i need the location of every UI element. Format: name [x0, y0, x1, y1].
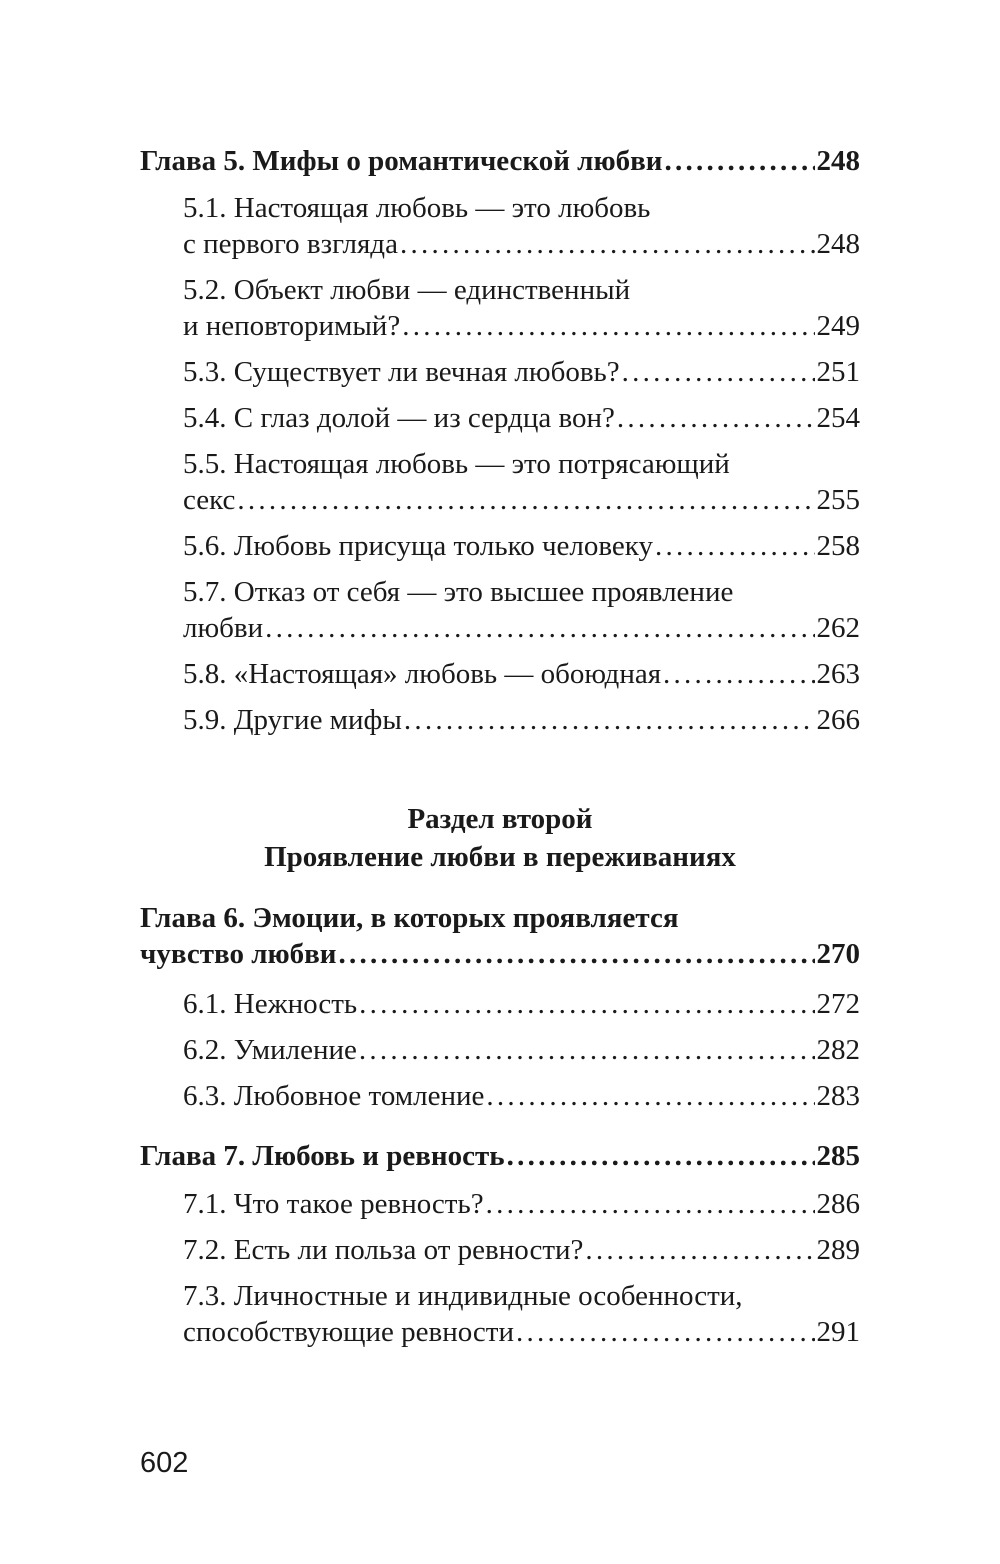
leader-dots	[265, 610, 814, 646]
toc-entry	[140, 1278, 860, 1350]
entry-title: 5.9. Другие мифы	[183, 704, 402, 736]
leader-dots	[339, 936, 815, 972]
entry-title-line: 5.2. Объект любви — единственный	[183, 274, 631, 306]
toc-entry	[140, 702, 860, 738]
toc-entry	[140, 272, 860, 344]
page-number: 254	[816, 402, 860, 434]
leader-dots	[507, 1138, 815, 1174]
page-number: 272	[816, 988, 860, 1020]
section-heading	[140, 800, 860, 876]
page-number: 291	[816, 1316, 860, 1348]
toc-entry	[140, 1186, 860, 1222]
leader-dots	[486, 1078, 814, 1114]
leader-dots	[585, 1232, 814, 1268]
leader-dots	[404, 702, 815, 738]
entry-title: 5.4. С глаз долой — из сердца вон?	[183, 402, 615, 434]
entry-title: 7.1. Что такое ревность?	[183, 1188, 484, 1220]
entry-title: 5.3. Существует ли вечная любовь?	[183, 356, 620, 388]
toc-entry	[140, 656, 860, 692]
page-number: 263	[816, 658, 860, 690]
page-number: 248	[816, 145, 860, 177]
page-number: 248	[816, 228, 860, 260]
chapter-title: Глава 5. Мифы о романтической любви	[140, 145, 663, 177]
chapter-7-heading	[140, 1138, 860, 1174]
leader-dots	[516, 1314, 815, 1350]
toc-entry	[140, 574, 860, 646]
toc-entry	[140, 1232, 860, 1268]
page-number: 251	[816, 356, 860, 388]
toc-entry	[140, 986, 860, 1022]
entry-title: 6.2. Умиление	[183, 1034, 357, 1066]
leader-dots	[663, 656, 814, 692]
entry-title: с первого взгляда	[183, 228, 398, 260]
leader-dots	[622, 354, 815, 390]
page-number: 266	[816, 704, 860, 736]
leader-dots	[402, 308, 814, 344]
page-number: 255	[816, 484, 860, 516]
page-number: 283	[816, 1080, 860, 1112]
leader-dots	[655, 528, 815, 564]
leader-dots	[486, 1186, 815, 1222]
entry-title: 6.1. Нежность	[183, 988, 358, 1020]
entry-title-line: 5.1. Настоящая любовь — это любовь	[183, 192, 651, 224]
entry-title: 7.2. Есть ли польза от ревности?	[183, 1234, 584, 1266]
leader-dots	[664, 143, 814, 179]
toc-entry	[140, 190, 860, 262]
page-number: 285	[816, 1140, 860, 1172]
leader-dots	[617, 400, 815, 436]
chapter-title: Глава 7. Любовь и ревность	[140, 1140, 505, 1172]
entry-title: 5.8. «Настоящая» любовь — обоюдная	[183, 658, 662, 690]
entry-title: способствующие ревности	[183, 1316, 514, 1348]
leader-dots	[237, 482, 814, 518]
chapter-title: чувство любви	[140, 938, 337, 970]
page-number: 286	[816, 1188, 860, 1220]
leader-dots	[359, 986, 814, 1022]
chapter-5-heading	[140, 143, 860, 179]
toc-entry	[140, 400, 860, 436]
entry-title-line: 5.7. Отказ от себя — это высшее проявление	[183, 576, 734, 608]
toc-entry	[140, 1032, 860, 1068]
chapter-6-heading	[140, 900, 860, 972]
page-folio: 602	[140, 1447, 189, 1479]
chapter-title-line: Глава 6. Эмоции, в которых проявляется	[140, 902, 679, 934]
leader-dots	[400, 226, 815, 262]
section-title: Проявление любви в переживаниях	[264, 841, 736, 873]
table-of-contents	[140, 138, 860, 1350]
entry-title-line: 5.5. Настоящая любовь — это потрясающий	[183, 448, 730, 480]
entry-title-line: 7.3. Личностные и индивидные особенности,	[183, 1280, 743, 1312]
section-number: Раздел второй	[407, 803, 593, 835]
entry-title: секс	[183, 484, 236, 516]
toc-entry	[140, 446, 860, 518]
page-number: 289	[816, 1234, 860, 1266]
entry-title: и неповторимый?	[183, 310, 401, 342]
entry-title: любви	[183, 612, 264, 644]
entry-title: 6.3. Любовное томление	[183, 1080, 485, 1112]
toc-entry	[140, 1078, 860, 1114]
toc-entry	[140, 528, 860, 564]
entry-title: 5.6. Любовь присуща только человеку	[183, 530, 653, 562]
page-number: 270	[816, 938, 860, 970]
leader-dots	[359, 1032, 815, 1068]
page-number: 258	[816, 530, 860, 562]
page-number: 262	[816, 612, 860, 644]
page-number: 249	[816, 310, 860, 342]
page-number: 282	[816, 1034, 860, 1066]
toc-entry	[140, 354, 860, 390]
